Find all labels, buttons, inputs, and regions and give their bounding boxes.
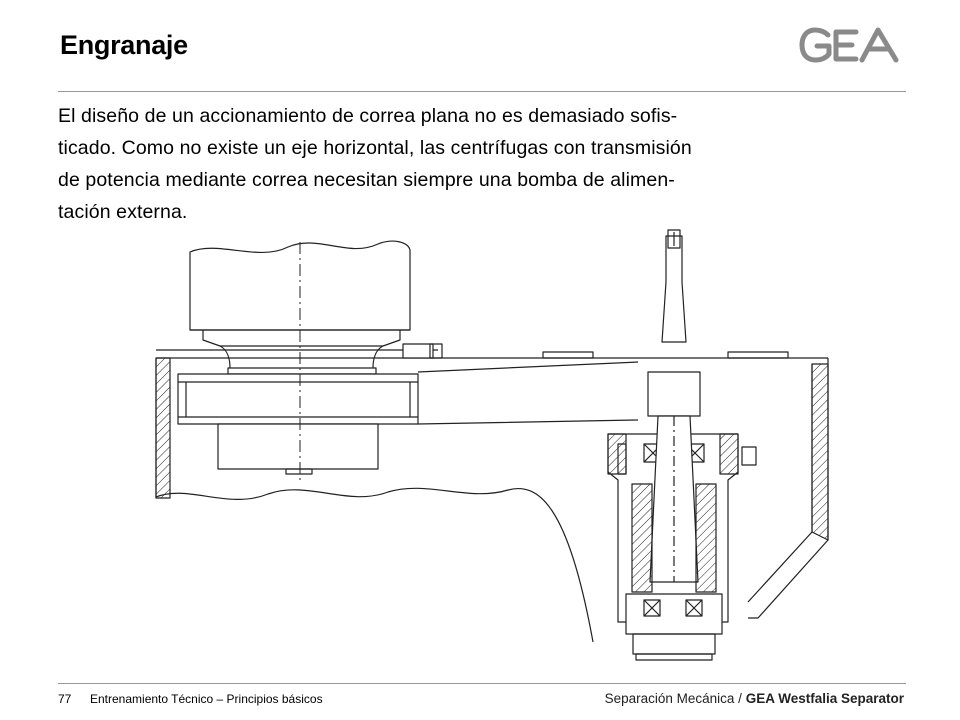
page-number: 77: [58, 692, 72, 706]
page-title: Engranaje: [60, 30, 188, 60]
header-divider: [58, 91, 906, 92]
body-paragraph: [58, 100, 898, 228]
body-line: El diseño de un accionamiento de correa plana no es demasiado sofis-: [58, 105, 678, 127]
footer-course-title: Entrenamiento Técnico – Principios básicos: [90, 692, 323, 706]
footer-section: Separación Mecánica /: [604, 691, 746, 706]
gea-logo: [798, 24, 904, 66]
belt-drive-technical-drawing: [148, 222, 838, 664]
footer-company: GEA Westfalia Separator: [745, 691, 904, 706]
body-line: de potencia mediante correa necesitan siempre una bomba de alimen-: [58, 169, 675, 191]
body-line: ticado. Como no existe un eje horizontal, las centrífugas con transmisión: [58, 137, 692, 159]
footer-divider: [58, 683, 906, 684]
body-line: tación externa.: [58, 201, 188, 223]
footer-brand: [605, 691, 904, 706]
